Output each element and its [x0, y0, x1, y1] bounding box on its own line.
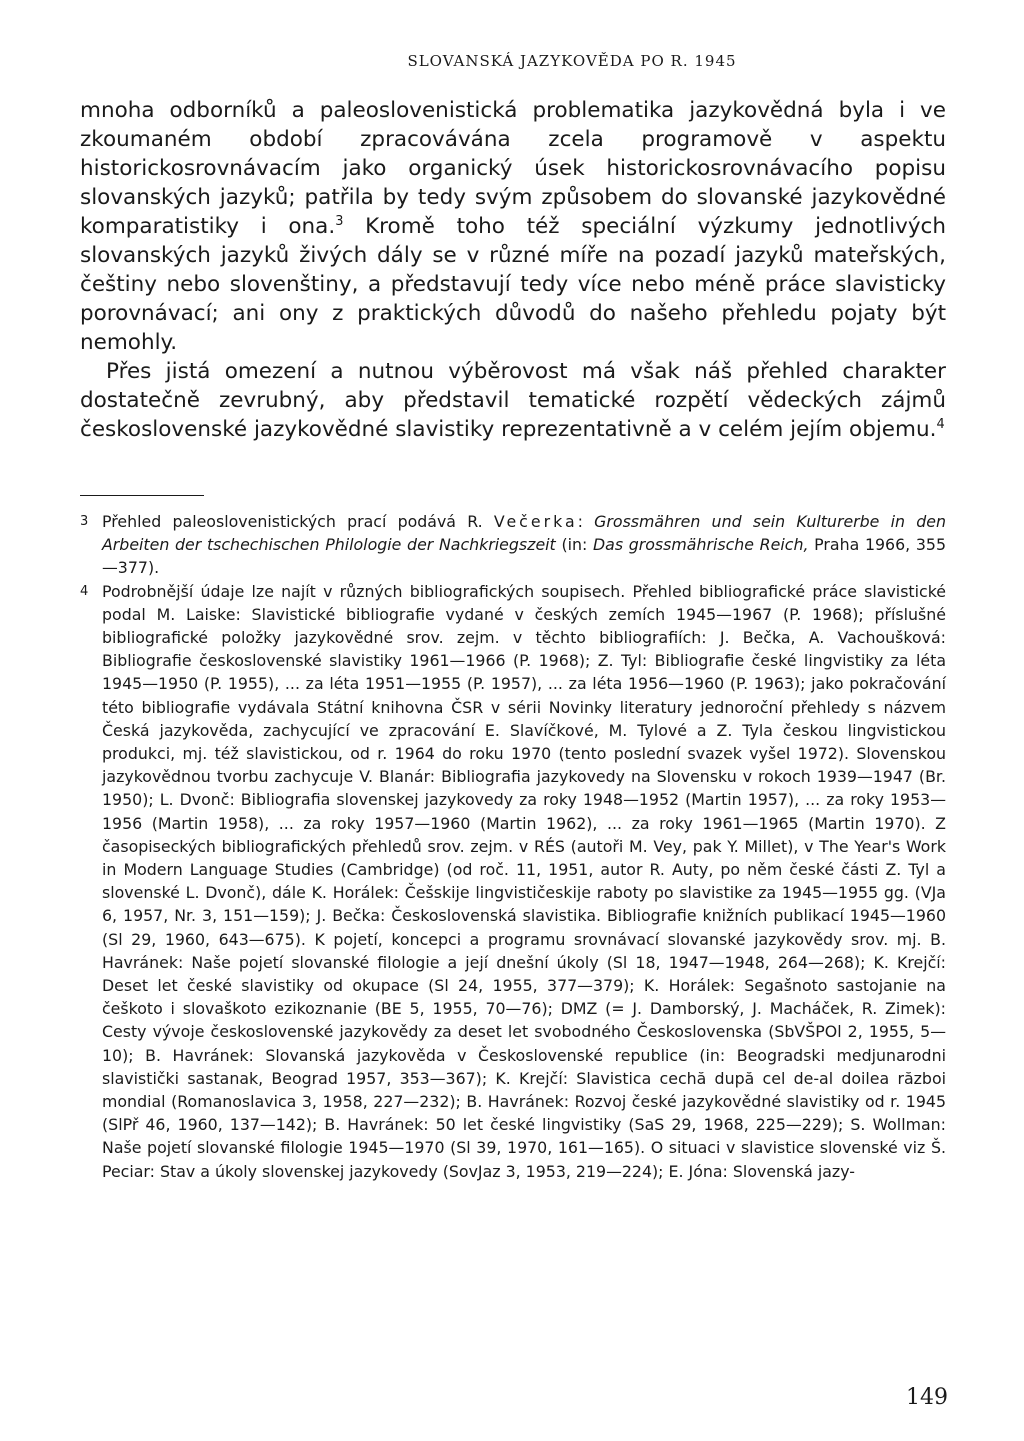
paragraph-2-text: Přes jistá omezení a nutnou výběrovost má však náš přehled charakter dostatečně zevrubný, aby představil tematické rozpětí vědeckých zájmů československé jazykovědné slavistiky reprezentativně a v celém jejím objemu. [80, 359, 946, 442]
footnote-3-text-b: : [577, 512, 595, 531]
footnote-4 [80, 580, 946, 1183]
footnote-3-author: Večerka [493, 512, 578, 531]
footnote-4-text: Podrobnější údaje lze najít v různých bibliografických soupisech. Přehled bibliografické práce slavistické podal M. Laiske: Slavistické bibliografie vydané v českých zemích 1945—1967 (P. 1968); příslušné bibliografické položky jazykovědné srov. zejm. v těchto bibliografiích: J. Bečka, A. Vachoušková: Bibliografie československé slavistiky 1961—1966 (P. 1968); Z. Tyl: Bibliografie české lingvistiky za léta 1945—1950 (P. 1955), ... za léta 1951—1955 (P. 1957), ... za léta 1956—1960 (P. 1963); jako pokračování této bibliografie vydávala Státní knihovna ČSR v sérii Novinky literatury jednoroční přehledy s názvem Česká jazykověda, zachycující ve zpracování E. Slavíčkové, M. Tylové a Z. Tyla českou lingvistickou produkci, mj. též slavistickou, od r. 1964 do roku 1970 (tento poslední svazek vyšel 1972). Slovenskou jazykovědnou tvorbu zachycuje V. Blanár: Bibliografia jazykovedy na Slovensku v rokoch 1939—1947 (Br. 1950); L. Dvonč: Bibliografia slovenskej jazykovedy za roky 1948—1952 (Martin 1957), ... za roky 1953—1956 (Martin 1958), ... za roky 1957—1960 (Martin 1962), ... za roky 1961—1965 (Martin 1970). Z časopiseckých bibliografických přehledů srov. zejm. v RÉS (autoři M. Vey, pak Y. Millet), v The Year's Work in Modern Language Studies (Cambridge) (od roč. 11, 1951, autor R. Auty, po něm české části Z. Tyl a slovenské L. Dvonč), dále K. Horálek: Češskije lingvističeskije raboty po slavistike za 1945—1955 gg. (VJa 6, 1957, Nr. 3, 151—159); J. Bečka: Československá slavistika. Bibliografie knižních publikací 1945—1960 (Sl 29, 1960, 643—675). K pojetí, koncepci a programu srovnávací slovanské jazykovědy srov. mj. B. Havránek: Naše pojetí slovanské filologie a její dnešní úkoly (Sl 18, 1947—1948, 264—268); K. Krejčí: Deset let české slavistiky od okupace (Sl 24, 1955, 377—379); K. Horálek: Segašnoto sastojanie na češkoto i slovaškoto ezikoznanie (BE 5, 1955, 70—76); DMZ (= J. Damborský, J. Macháček, R. Zimek): Cesty vývoje československé jazykovědy za deset let svobodného Československa (SbVŠPOl 2, 1955, 5—10); B. Havránek: Slovanská jazykověda v Československé republice (in: Beogradski medjunarodni slavistički sastanak, Beograd 1957, 353—367); K. Krejčí: Slavistica cechă după cel de-al doilea război mondial (Romanoslavica 3, 1958, 227—232); B. Havránek: Rozvoj české jazykovědné slavistiky od r. 1945 (SlPř 46, 1960, 137—142); B. Havránek: 50 let české lingvistiky (SaS 29, 1968, 225—229); S. Wollman: Naše pojetí slovanské filologie 1945—1970 (Sl 39, 1970, 161—165). O situaci v slavistice slovenské viz Š. Peciar: Stav a úkoly slovenskej jazykovedy (SovJaz 3, 1953, 219—224); E. Jóna: Slovenská jazy- [102, 581, 946, 1181]
footnotes [80, 510, 946, 1183]
footnote-ref-3[interactable]: 3 [335, 213, 344, 229]
running-head: SLOVANSKÁ JAZYKOVĚDA PO R. 1945 [407, 52, 737, 70]
footnote-3-title: Grossmähren und sein Kulturerbe in den Arbeiten der tschechischen Philologie der Nachkriegszeit [102, 512, 947, 555]
footnote-3-text-c: (in: [555, 535, 593, 555]
footnote-3-title-2: Das grossmährische Reich, [593, 535, 809, 555]
paragraph-1 [80, 96, 946, 357]
paragraph-1-part-b: Kromě toho též speciální výzkumy jednotlivých slovanských jazyků živých dály se v různé míře na pozadí jazyků mateřských, češtiny nebo slovenštiny, a představují tedy více nebo méně práce slavisticky porovnávací; ani ony z praktických důvodů do našeho přehledu pojaty být nemohly. [80, 214, 946, 355]
paragraph-2 [80, 357, 946, 444]
footnote-3-text-a: Přehled paleoslovenistických prací podává R. [102, 512, 494, 531]
page-number: 149 [906, 1385, 948, 1410]
footnote-3 [80, 510, 946, 580]
footnote-ref-4[interactable]: 4 [936, 416, 945, 432]
main-text [80, 96, 946, 444]
footnote-3-number: 3 [80, 514, 89, 529]
footnote-4-number: 4 [80, 583, 89, 599]
footnote-separator [80, 495, 204, 496]
paragraph-1-part-a: mnoha odborníků a paleoslovenistická problematika jazykovědná byla i ve zkoumaném období zpracovávána zcela programově v aspektu historickosrovnávacím jako organický úsek historickosrovnávacího popisu slovanských jazyků; patřila by tedy svým způsobem do slovanské jazykovědné komparatistiky i ona. [80, 98, 946, 239]
footnote-3-text-d: Praha 1966, 355—377). [102, 535, 946, 578]
